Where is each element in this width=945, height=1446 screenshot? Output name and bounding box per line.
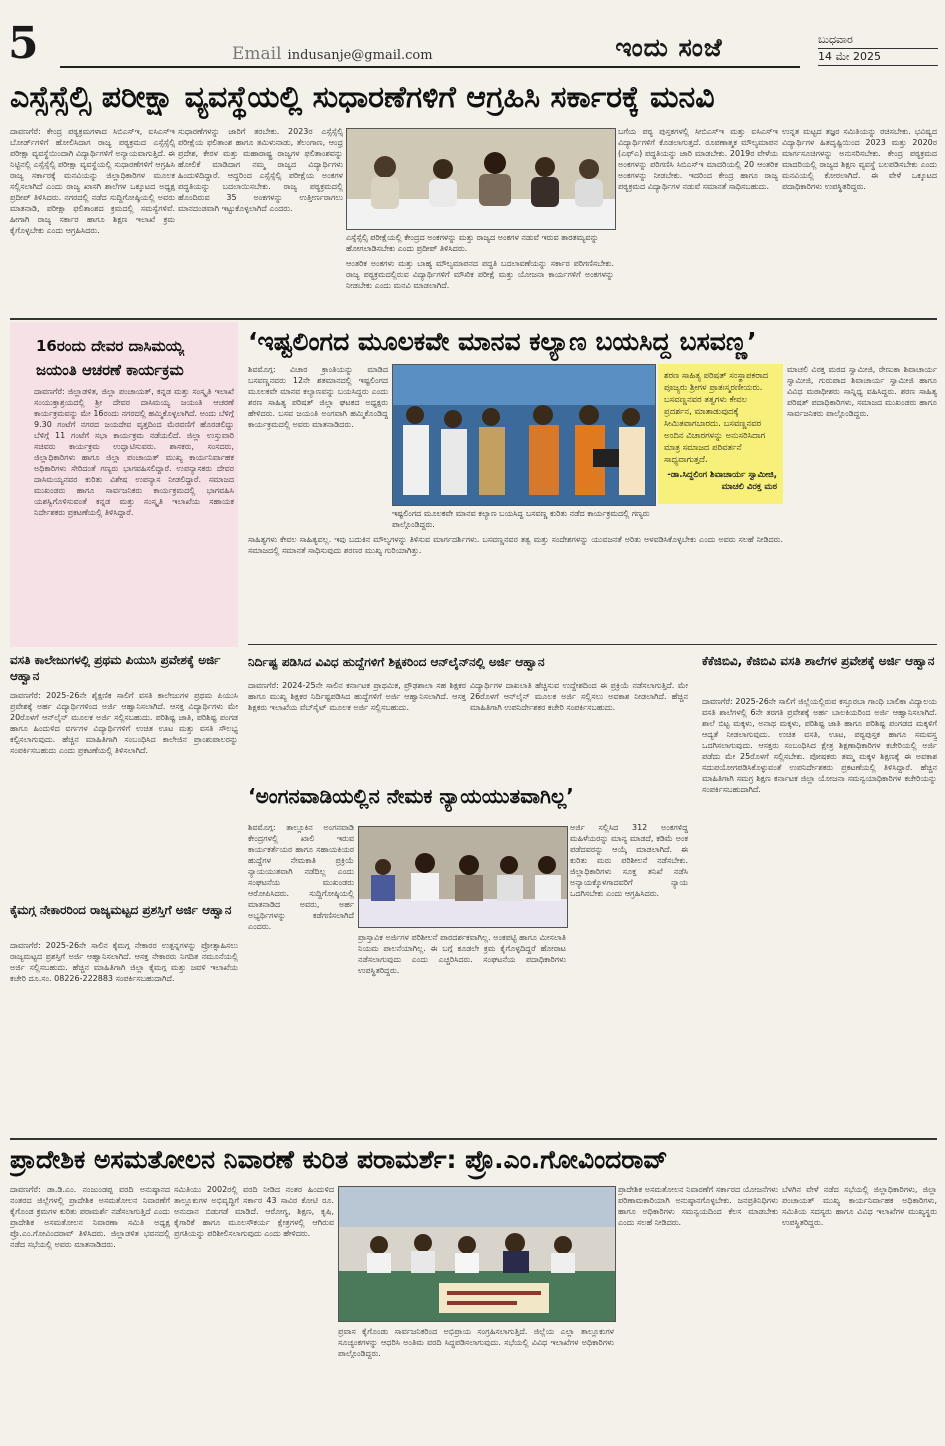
story1-headline: ಎಸ್ಸೆಸ್ಸೆಲ್ಸಿ ಪರೀಕ್ಷಾ ವ್ಯವಸ್ಥೆಯಲ್ಲಿ ಸುಧಾರಣೆಗಳಿಗೆ ಆಗ್ರಹಿಸಿ ಸರ್ಕಾರಕ್ಕೆ ಮನವಿ	[10, 80, 715, 115]
story1-col4: ಬಗೆಯ ಪಠ್ಯ ಪುಸ್ತಕಗಳಲ್ಲಿ ಸೀಬಿಎಸ್‍ಇ ಮತ್ತು ಐಸಿಎಸ್‍ಇ ವಿದ್ಯಾರ್ಥಿಗಳಿಗೆ ಕೊಡಲಾಗುತ್ತದೆ. ರೂಪಣಾತ್ಮಕ ಮೌಲ್ಯಮಾಪನ (ಎಫ್‍ಎ) ಪದ್ಧತಿಯನ್ನು ಜಾರಿ ಮಾಡಬೇಕು. 2019ರ ವೇಳೆಯ ಅಂಕಗಳನ್ನು ಪರಿಗಣಿಸಿ ಸಿಬಿಎಸ್‍ಇ ಮಾದರಿಯಲ್ಲಿ 20 ಆಂತರಿಕ ಅಂಕಗಳನ್ನು ನೀಡಬೇಕು. ಇದರಿಂದ ಕೇಂದ್ರ ಹಾಗೂ ರಾಜ್ಯ ಪಠ್ಯಕ್ರಮದ ವಿದ್ಯಾರ್ಥಿಗಳ ನಡುವೆ ಸಮಾನತೆ ಸಾಧಿಸಬಹುದು.	[618, 127, 778, 191]
story6-headline: ನಿರ್ದಿಷ್ಟ ಪಡಿಸಿದ ವಿವಿಧ ಹುದ್ದೆಗಳಿಗೆ ಶಿಕ್ಷಕರಿಂದ ಆನ್‍ಲೈನ್‍ನಲ್ಲಿ ಅರ್ಜಿ ಆಹ್ವಾನ	[248, 655, 545, 669]
date-block	[818, 32, 938, 66]
story7-body: ದಾವಣಗೆರೆ: 2025-26ನೇ ಸಾಲಿಗೆ ಜಿಲ್ಲೆಯಲ್ಲಿರುವ ಕಸ್ತೂರಬಾ ಗಾಂಧಿ ಬಾಲಿಕಾ ವಿದ್ಯಾಲಯ ವಸತಿ ಶಾಲೆಗಳಲ್ಲಿ 6ನೇ ತರಗತಿ ಪ್ರವೇಶಕ್ಕೆ ಅರ್ಹ ಬಾಲಕಿಯರಿಂದ ಅರ್ಜಿ ಆಹ್ವಾನಿಸಲಾಗಿದೆ. ಶಾಲೆ ಬಿಟ್ಟ ಮಕ್ಕಳು, ಅನಾಥ ಮಕ್ಕಳು, ಪರಿಶಿಷ್ಟ ಜಾತಿ ಹಾಗೂ ಪರಿಶಿಷ್ಟ ಪಂಗಡದ ಮಕ್ಕಳಿಗೆ ಆದ್ಯತೆ ನೀಡಲಾಗುವುದು. ಉಚಿತ ವಸತಿ, ಊಟ, ಪಠ್ಯಪುಸ್ತಕ ಹಾಗೂ ಸಮವಸ್ತ್ರ ಒದಗಿಸಲಾಗುವುದು. ಆಸಕ್ತರು ಸಂಬಂಧಿಸಿದ ಕ್ಷೇತ್ರ ಶಿಕ್ಷಣಾಧಿಕಾರಿಗಳ ಕಚೇರಿಯಲ್ಲಿ ಅರ್ಜಿ ಪಡೆದು ಮೇ 25ರೊಳಗೆ ಸಲ್ಲಿಸಬೇಕು. ಪೋಷಕರು ತಮ್ಮ ಮಕ್ಕಳ ಶಿಕ್ಷಣಕ್ಕೆ ಈ ಅವಕಾಶ ಸದುಪಯೋಗಪಡಿಸಿಕೊಳ್ಳುವಂತೆ ಉಪನಿರ್ದೇಶಕರು ಪ್ರಕಟಣೆಯಲ್ಲಿ ತಿಳಿಸಿದ್ದಾರೆ. ಹೆಚ್ಚಿನ ಮಾಹಿತಿಗಾಗಿ ಸಮಗ್ರ ಶಿಕ್ಷಣ ಕರ್ನಾಟಕ ಜಿಲ್ಲಾ ಯೋಜನಾ ಸಮನ್ವಯಾಧಿಕಾರಿಗಳ ಕಚೇರಿಯನ್ನು ಸಂಪರ್ಕಿಸಬಹುದಾಗಿದೆ.	[702, 697, 937, 794]
story1-photo	[346, 128, 616, 230]
story3-quote-box	[658, 364, 783, 504]
story8-col1: ಶಿವಮೊಗ್ಗ: ತಾಲ್ಲೂಕಿನ ಅಂಗನವಾಡಿ ಕೇಂದ್ರಗಳಲ್ಲಿ ಖಾಲಿ ಇರುವ ಕಾರ್ಯಕರ್ತೆಯರ ಹಾಗೂ ಸಹಾಯಕಿಯರ ಹುದ್ದೆಗಳ ನೇಮಕಾತಿ ಪ್ರಕ್ರಿಯೆ ನ್ಯಾಯಯುತವಾಗಿ ನಡೆದಿಲ್ಲ ಎಂದು ಸಂಘಟನೆಯ ಮುಖಂಡರು ಆರೋಪಿಸಿದರು. ಸುದ್ದಿಗೋಷ್ಠಿಯಲ್ಲಿ ಮಾತನಾಡಿದ ಅವರು, ಅರ್ಹ ಅಭ್ಯರ್ಥಿಗಳನ್ನು ಕಡೆಗಣಿಸಲಾಗಿದೆ ಎಂದರು.	[248, 823, 354, 931]
basava-event-photo	[393, 365, 655, 505]
story1-col3: ಆಂತರಿಕ ಅಂಕಗಳು ಮತ್ತು ಬಾಹ್ಯ ಮೌಲ್ಯಮಾಪನದ ಪದ್ಧತಿ ಬದಲಾವಣೆಯನ್ನು ಸರ್ಕಾರ ಪರಿಗಣಿಸಬೇಕು. ರಾಜ್ಯ ಪಠ್ಯಕ್ರಮದಲ್ಲಿರುವ ವಿದ್ಯಾರ್ಥಿಗಳಿಗೆ ಮೌಖಿಕ ಪರೀಕ್ಷೆ ಮತ್ತು ಯೋಜನಾ ಕಾರ್ಯಗಳಿಗೆ ಅಂಕಗಳನ್ನು ನೀಡಬೇಕು ಎಂದು ಮನವಿ ಮಾಡಲಾಗಿದೆ.	[346, 259, 614, 290]
issue-date: 14 ಮೇ 2025	[818, 49, 938, 66]
issue-day: ಬುಧವಾರ	[818, 32, 938, 49]
story7-title: ಕೆಕೆಜಿಬಿವಿ, ಕೆಜಿಬಿವಿ ವಸತಿ ಶಾಲೆಗಳ ಪ್ರವೇಶಕ್ಕೆ ಅರ್ಜಿ ಆಹ್ವಾನ	[702, 654, 935, 668]
story9-col3: ಪ್ರವಾಸ ಕೈಗೊಂಡು ಸಾರ್ವಜನಿಕರಿಂದ ಅಭಿಪ್ರಾಯ ಸಂಗ್ರಹಿಸಲಾಗುತ್ತಿದೆ. ಜಿಲ್ಲೆಯ ಎಲ್ಲಾ ತಾಲ್ಲೂಕುಗಳ ಸೂಚ್ಯಂಕಗಳನ್ನು ಆಧರಿಸಿ ಅಂತಿಮ ವರದಿ ಸಿದ್ಧಪಡಿಸಲಾಗುವುದು. ಸಭೆಯಲ್ಲಿ ವಿವಿಧ ಇಲಾಖೆಗಳ ಅಧಿಕಾರಿಗಳು ಪಾಲ್ಗೊಂಡಿದ್ದರು.	[338, 1327, 614, 1358]
story4-body: ದಾವಣಗೆರೆ: 2025-26ನೇ ಶೈಕ್ಷಣಿಕ ಸಾಲಿಗೆ ವಸತಿ ಕಾಲೇಜುಗಳ ಪ್ರಥಮ ಪಿಯುಸಿ ಪ್ರವೇಶಕ್ಕೆ ಅರ್ಹ ವಿದ್ಯಾರ್ಥಿಗಳಿಂದ ಅರ್ಜಿ ಆಹ್ವಾನಿಸಲಾಗಿದೆ. ಆಸಕ್ತ ವಿದ್ಯಾರ್ಥಿಗಳು ಮೇ 20ರೊಳಗೆ ಆನ್‍ಲೈನ್ ಮೂಲಕ ಅರ್ಜಿ ಸಲ್ಲಿಸಬಹುದು. ಪರಿಶಿಷ್ಟ ಜಾತಿ, ಪರಿಶಿಷ್ಟ ಪಂಗಡ ಹಾಗೂ ಹಿಂದುಳಿದ ವರ್ಗಗಳ ವಿದ್ಯಾರ್ಥಿಗಳಿಗೆ ಉಚಿತ ಊಟ ಮತ್ತು ವಸತಿ ಸೌಲಭ್ಯ ಕಲ್ಪಿಸಲಾಗುವುದು. ಹೆಚ್ಚಿನ ಮಾಹಿತಿಗಾಗಿ ಸಂಬಂಧಿಸಿದ ಕಾಲೇಜಿನ ಪ್ರಾಂಶುಪಾಲರನ್ನು ಸಂಪರ್ಕಿಸಬಹುದು ಎಂದು ಪ್ರಕಟಣೆಯಲ್ಲಿ ತಿಳಿಸಲಾಗಿದೆ.	[10, 691, 238, 755]
masthead-logo	[536, 28, 802, 68]
story9-col2: ಸಮಿತಿಯು 2002ರಲ್ಲಿ ವರದಿ ನೀಡಿದ ನಂತರ ಹಿಂದುಳಿದ ತಾಲ್ಲೂಕುಗಳ ಅಭಿವೃದ್ಧಿಗೆ ಸರ್ಕಾರ 43 ಸಾವಿರ ಕೋಟಿ ರೂ. ಅನುದಾನ ಬಿಡುಗಡೆ ಮಾಡಿದೆ. ಆರೋಗ್ಯ, ಶಿಕ್ಷಣ, ಕೃಷಿ, ಕೈಗಾರಿಕೆ ಹಾಗೂ ಮೂಲಸೌಕರ್ಯ ಕ್ಷೇತ್ರಗಳಲ್ಲಿ ಆಗಿರುವ ಪ್ರಗತಿಯನ್ನು ಪರಿಶೀಲಿಸಲಾಗುವುದು ಎಂದು ಹೇಳಿದರು.	[174, 1185, 334, 1238]
story1-col5: ಉನ್ನತ ಮಟ್ಟದ ತಜ್ಞರ ಸಮಿತಿಯನ್ನು ರಚಿಸಬೇಕು. ಭವಿಷ್ಯದ ವಿದ್ಯಾರ್ಥಿಗಳ ಹಿತದೃಷ್ಟಿಯಿಂದ 2023 ಮತ್ತು 2020ರ ಮಾರ್ಗಸೂಚಿಗಳನ್ನು ಅನುಸರಿಸಬೇಕು. ಕೇಂದ್ರ ಪಠ್ಯಕ್ರಮದ ಮಾದರಿಯಲ್ಲಿ ರಾಜ್ಯದ ಶಿಕ್ಷಣ ವ್ಯವಸ್ಥೆ ಬಲಪಡಿಸಬೇಕು ಎಂದು ಮನವಿಯಲ್ಲಿ ಕೋರಲಾಗಿದೆ. ಈ ವೇಳೆ ಒಕ್ಕೂಟದ ಪದಾಧಿಕಾರಿಗಳು ಉಪಸ್ಥಿತರಿದ್ದರು.	[782, 127, 937, 191]
review-meeting-photo	[339, 1187, 615, 1321]
story2-title-line1: 16ರಂದು ದೇವರ ದಾಸಿಮಯ್ಯ	[36, 337, 184, 355]
story8-col3: ಪ್ರಾಸ್ತಾವಿಕ ಅರ್ಜಿಗಳ ಪರಿಶೀಲನೆ ಪಾರದರ್ಶಕವಾಗಿಲ್ಲ. ಅಂಕಪಟ್ಟಿ ಹಾಗೂ ಮೀಸಲಾತಿ ನಿಯಮ ಪಾಲನೆಯಾಗಿಲ್ಲ. ಈ ಬಗ್ಗೆ ಕೂಡಲೇ ಕ್ರಮ ಕೈಗೊಳ್ಳದಿದ್ದರೆ ಹೋರಾಟ ನಡೆಸಲಾಗುವುದು ಎಂದು ಎಚ್ಚರಿಸಿದರು. ಸಂಘಟನೆಯ ಪದಾಧಿಕಾರಿಗಳು ಉಪಸ್ಥಿತರಿದ್ದರು.	[358, 933, 566, 975]
anganwadi-press-photo	[359, 827, 567, 927]
email-label: Email	[232, 44, 282, 64]
story1-col1: ದಾವಣಗೆರೆ: ಕೇಂದ್ರ ಪಠ್ಯಕ್ರಮಗಳಾದ ಸಿಬಿಎಸ್‍ಇ, ಐಸಿಎಸ್‍ಇ ಬೋರ್ಡ್‍ಗಳಿಗೆ ಹೋಲಿಸಿದಾಗ ರಾಜ್ಯ ಪಠ್ಯಕ್ರಮದ ಎಸ್ಸೆಸ್ಸೆಲ್ಸಿ ಪರೀಕ್ಷಾ ವ್ಯವಸ್ಥೆಯಿಂದಾಗಿ ವಿದ್ಯಾರ್ಥಿಗಳಿಗೆ ಅನ್ಯಾಯವಾಗುತ್ತಿದೆ. ಈ ನಿಟ್ಟಿನಲ್ಲಿ ಎಸ್ಸೆಸ್ಸೆಲ್ಸಿ ಪರೀಕ್ಷಾ ವ್ಯವಸ್ಥೆಯಲ್ಲಿ ಸುಧಾರಣೆಗಳಿಗೆ ಆಗ್ರಹಿಸಿ ರಾಜ್ಯ ಸರ್ಕಾರಕ್ಕೆ ಮನವಿಯನ್ನು ಜಿಲ್ಲಾಧಿಕಾರಿಗಳ ಮೂಲಕ ಸಲ್ಲಿಸಲಾಗಿದೆ ಎಂದು ರಾಜ್ಯ ಖಾಸಗಿ ಶಾಲೆಗಳ ಒಕ್ಕೂಟದ ಅಧ್ಯಕ್ಷ ಪ್ರದೀಪ್ ತಿಳಿಸಿದರು. ನಗರದಲ್ಲಿ ನಡೆದ ಸುದ್ದಿಗೋಷ್ಠಿಯಲ್ಲಿ ಅವರು ಮಾತನಾಡಿ, ಪರೀಕ್ಷಾ ಫಲಿತಾಂಶದ ಕ್ರಮದಲ್ಲಿ ಸಮಸ್ಯೆಗಳಿವೆ. ಹೀಗಾಗಿ ರಾಜ್ಯ ಸರ್ಕಾರ ಹಾಗೂ ಶಿಕ್ಷಣ ಇಲಾಖೆ ಕ್ರಮ ಕೈಗೊಳ್ಳಬೇಕು ಎಂದು ಆಗ್ರಹಿಸಿದರು.	[10, 127, 175, 235]
story3-col3: ಮಾಚಲಿ ವಿರಕ್ತ ಮಠದ ಸ್ವಾಮೀಜಿ, ರೇಣುಕಾ ಶಿವಾಚಾರ್ಯ ಸ್ವಾಮೀಜಿ, ಗುರುಪಾದ ಶಿವಾಚಾರ್ಯ ಸ್ವಾಮೀಜಿ ಹಾಗೂ ವಿವಿಧ ಮಠಾಧೀಶರು ಸಾನ್ನಿಧ್ಯ ವಹಿಸಿದ್ದರು. ಶರಣ ಸಾಹಿತ್ಯ ಪರಿಷತ್ ಪದಾಧಿಕಾರಿಗಳು, ಸಮಾಜದ ಮುಖಂಡರು ಹಾಗೂ ಸಾರ್ವಜನಿಕರು ಪಾಲ್ಗೊಂಡಿದ್ದರು.	[787, 365, 937, 418]
masthead-text: ಇಂದು ಸಂಜೆ	[615, 33, 723, 62]
divider-1	[10, 318, 937, 320]
story6-col1: ದಾವಣಗೆರೆ: 2024-25ನೇ ಸಾಲಿನ ಕರ್ನಾಟಕ ಪ್ರಾಥಮಿಕ, ಪ್ರೌಢಶಾಲಾ ಸಹ ಶಿಕ್ಷಕರ ಹಾಗೂ ಮುಖ್ಯ ಶಿಕ್ಷಕರ ನಿರ್ದಿಷ್ಟಪಡಿಸಿದ ಹುದ್ದೆಗಳಿಗೆ ಅರ್ಜಿ ಆಹ್ವಾನಿಸಲಾಗಿದೆ. ಆಸಕ್ತ ಶಿಕ್ಷಕರು ಇಲಾಖೆಯ ವೆಬ್‍ಸೈಟ್ ಮೂಲಕ ಅರ್ಜಿ ಸಲ್ಲಿಸಬಹುದು.	[248, 681, 466, 712]
story9-col4: ಪ್ರಾದೇಶಿಕ ಅಸಮತೋಲನ ನಿವಾರಣೆಗೆ ಸರ್ಕಾರದ ಯೋಜನೆಗಳು ಪರಿಣಾಮಕಾರಿಯಾಗಿ ಅನುಷ್ಠಾನಗೊಳ್ಳಬೇಕು. ಜನಪ್ರತಿನಿಧಿಗಳು ಹಾಗೂ ಅಧಿಕಾರಿಗಳು ಸಮನ್ವಯದಿಂದ ಕೆಲಸ ಮಾಡಬೇಕು ಎಂದು ಸಲಹೆ ನೀಡಿದರು.	[618, 1185, 778, 1227]
story2-title-line2: ಜಯಂತಿ ಆಚರಣೆ ಕಾರ್ಯಕ್ರಮ	[36, 361, 184, 379]
story3-headline: ‘ಇಷ್ಟಲಿಂಗದ ಮೂಲಕವೇ ಮಾನವ ಕಲ್ಯಾಣ ಬಯಸಿದ್ದ ಬಸವಣ್ಣ’	[248, 327, 757, 356]
story9-headline: ಪ್ರಾದೇಶಿಕ ಅಸಮತೋಲನ ನಿವಾರಣೆ ಕುರಿತ ಪರಾಮರ್ಶೆ: ಪ್ರೊ.ಎಂ.ಗೋವಿಂದರಾವ್	[10, 1145, 668, 1174]
story8-col2: ಅರ್ಜಿ ಸಲ್ಲಿಸಿದ 312 ಅಂಕಗಳಿದ್ದ ಮಹಿಳೆಯರನ್ನು ಮಾನ್ಯ ಮಾಡದೆ, ಕಡಿಮೆ ಅಂಕ ಪಡೆದವರನ್ನು ಆಯ್ಕೆ ಮಾಡಲಾಗಿದೆ. ಈ ಕುರಿತು ಮರು ಪರಿಶೀಲನೆ ನಡೆಸಬೇಕು. ಜಿಲ್ಲಾಧಿಕಾರಿಗಳು ಸೂಕ್ತ ತನಿಖೆ ನಡೆಸಿ ಅನ್ಯಾಯಕ್ಕೊಳಗಾದವರಿಗೆ ನ್ಯಾಯ ಒದಗಿಸಬೇಕು ಎಂದು ಆಗ್ರಹಿಸಿದರು.	[570, 823, 688, 898]
email-address[interactable]: indusanje@gmail.com	[287, 48, 433, 63]
email-contact	[232, 44, 433, 64]
story9-col5: ಬೆಳಗಿನ ವೇಳೆ ನಡೆದ ಸಭೆಯಲ್ಲಿ ಜಿಲ್ಲಾಧಿಕಾರಿಗಳು, ಜಿಲ್ಲಾ ಪಂಚಾಯತ್ ಮುಖ್ಯ ಕಾರ್ಯನಿರ್ವಾಹಕ ಅಧಿಕಾರಿಗಳು, ಸಮಿತಿಯ ಸದಸ್ಯರು ಹಾಗೂ ವಿವಿಧ ಇಲಾಖೆಗಳ ಮುಖ್ಯಸ್ಥರು ಉಪಸ್ಥಿತರಿದ್ದರು.	[782, 1185, 937, 1227]
story3-photo-caption: ಇಷ್ಟಲಿಂಗದ ಮೂಲಕವೇ ಮಾನವ ಕಲ್ಯಾಣ ಬಯಸಿದ್ದ ಬಸವಣ್ಣ ಕುರಿತು ನಡೆದ ಕಾರ್ಯಕ್ರಮದಲ್ಲಿ ಗಣ್ಯರು ಪಾಲ್ಗೊಂಡಿದ್ದರು.	[392, 509, 650, 529]
story4-title: ವಸತಿ ಕಾಲೇಜುಗಳಲ್ಲಿ ಪ್ರಥಮ ಪಿಯುಸಿ ಪ್ರವೇಶಕ್ಕೆ ಅರ್ಜಿ ಆಹ್ವಾನ	[10, 653, 221, 683]
story1-photo-caption: ಎಸ್ಸೆಸ್ಸೆಲ್ಸಿ ಪರೀಕ್ಷೆಯಲ್ಲಿ ಕೇಂದ್ರದ ಅಂಕಗಳನ್ನು ಮತ್ತು ರಾಜ್ಯದ ಅಂಕಗಳ ನಡುವೆ ಇರುವ ತಾರತಮ್ಯವನ್ನು ಹೋಗಲಾಡಿಸಬೇಕು ಎಂದು ಪ್ರದೀಪ್ ತಿಳಿಸಿದರು.	[346, 233, 599, 253]
story6-col2: ವಿದ್ಯಾರ್ಥಿಗಳ ದಾಖಲಾತಿ ಹೆಚ್ಚಿಸುವ ಉದ್ದೇಶದಿಂದ ಈ ಪ್ರಕ್ರಿಯೆ ನಡೆಸಲಾಗುತ್ತಿದೆ. ಮೇ 26ರೊಳಗೆ ಆನ್‍ಲೈನ್ ಮೂಲಕ ಅರ್ಜಿ ಸಲ್ಲಿಸಲು ಅವಕಾಶ ನೀಡಲಾಗಿದೆ. ಹೆಚ್ಚಿನ ಮಾಹಿತಿಗಾಗಿ ಉಪನಿರ್ದೇಶಕರ ಕಚೇರಿ ಸಂಪರ್ಕಿಸಬಹುದು.	[470, 681, 688, 712]
story8-photo	[358, 826, 568, 928]
page-number: 5	[8, 18, 39, 69]
story3-col2: ಸಾಹಿತ್ಯಗಳು ಕೇವಲ ಸಾಹಿತ್ಯವಲ್ಲ. ಇವು ಬದುಕಿನ ಮೌಲ್ಯಗಳನ್ನು ತಿಳಿಸುವ ಮಾರ್ಗದರ್ಶಿಗಳು. ಬಸವಣ್ಣನವರ ತತ್ವ ಮತ್ತು ಸಂದೇಶಗಳನ್ನು ಯುವಜನತೆ ಅರಿತು ಅಳವಡಿಸಿಕೊಳ್ಳಬೇಕು ಎಂದು ಅವರು ಸಲಹೆ ನೀಡಿದರು. ಸಮಾಜದಲ್ಲಿ ಸಮಾನತೆ ಸಾಧಿಸುವುದು ಶರಣರ ಮುಖ್ಯ ಗುರಿಯಾಗಿತ್ತು.	[248, 535, 783, 555]
divider-2	[248, 644, 937, 645]
story1-col2: ಸುಧಾರಣೆಗಳನ್ನು ಜಾರಿಗೆ ತರಬೇಕು. 2023ರ ಎಸ್ಸೆಸ್ಸೆಲ್ಸಿ ಪರೀಕ್ಷೆಯ ಫಲಿತಾಂಶ ಹಾಗೂ ತಮಿಳುನಾಡು, ತೆಲಂಗಾಣ, ಆಂಧ್ರ ಪ್ರದೇಶ, ಕೇರಳ ಮತ್ತು ಮಹಾರಾಷ್ಟ್ರ ರಾಜ್ಯಗಳ ಫಲಿತಾಂಶವನ್ನು ಹೋಲಿಕೆ ಮಾಡಿದಾಗ ನಮ್ಮ ರಾಜ್ಯದ ವಿದ್ಯಾರ್ಥಿಗಳು ಹಿಂದುಳಿದಿದ್ದಾರೆ. ಆದ್ದರಿಂದ ಎಸ್ಸೆಸ್ಸೆಲ್ಸಿ ಪರೀಕ್ಷೆಯ ಅಂಕಗಳ ಪದ್ಧತಿಯನ್ನು ಬದಲಾಯಿಸಬೇಕು. ರಾಜ್ಯ ಪಠ್ಯಕ್ರಮದಲ್ಲಿ ಹೊಂದಿರುವ 35 ಅಂಕಗಳನ್ನು ಉತ್ತೀರ್ಣರಾಗಲು ಮಾನದಂಡವಾಗಿ ಇಟ್ಟುಕೊಳ್ಳಲಾಗಿದೆ ಎಂದರು.	[178, 127, 343, 213]
story9-col1: ದಾವಣಗೆರೆ: ಡಾ.ಡಿ.ಎಂ. ನಂಜುಂಡಪ್ಪ ವರದಿ ಅನುಷ್ಠಾನದ ನಂತರದ ಜಿಲ್ಲೆಗಳಲ್ಲಿ ಪ್ರಾದೇಶಿಕ ಅಸಮತೋಲನ ನಿವಾರಣೆಗೆ ಕೈಗೊಂಡ ಕ್ರಮಗಳ ಕುರಿತು ಪರಾಮರ್ಶೆ ನಡೆಸಲಾಗುತ್ತಿದೆ ಎಂದು ಪ್ರಾದೇಶಿಕ ಅಸಮತೋಲನ ನಿವಾರಣಾ ಸಮಿತಿ ಅಧ್ಯಕ್ಷ ಪ್ರೊ.ಎಂ.ಗೋವಿಂದರಾವ್ ತಿಳಿಸಿದರು. ಜಿಲ್ಲಾಡಳಿತ ಭವನದಲ್ಲಿ ನಡೆದ ಸಭೆಯಲ್ಲಿ ಅವರು ಮಾತನಾಡಿದರು.	[10, 1185, 170, 1249]
press-meet-photo	[347, 129, 615, 229]
story3-quote-text: ಶರಣ ಸಾಹಿತ್ಯ ಪರಿಷತ್ ಸಂಸ್ಥಾಪಕರಾದ ಪೂಜ್ಯರು ಶ್ರೀಗಳ ಪ್ರಾತಃಸ್ಮರಣೀಯರು. ಬಸವಣ್ಣನವರ ತತ್ವಗಳು ಕೇವಲ ಪ್ರದರ್ಶನ, ಮಾತಾಡುವುದಕ್ಕೆ ಸೀಮಿತವಾಗಬಾರದು. ಬಸವಣ್ಣನವರ ಅಂದಿನ ವಿಚಾರಗಳನ್ನು ಅನುಸರಿಸಿದಾಗ ಮಾತ್ರ ಸಮಾಜದ ಪರಿವರ್ತನೆ ಸಾಧ್ಯವಾಗುತ್ತದೆ.	[664, 371, 769, 465]
story5-body: ದಾವಣಗೆರೆ: 2025-26ನೇ ಸಾಲಿನ ಕೈಮಗ್ಗ ನೇಕಾರರ ಉತ್ಪನ್ನಗಳನ್ನು ಪ್ರೋತ್ಸಾಹಿಸಲು ರಾಜ್ಯಮಟ್ಟದ ಪ್ರಶಸ್ತಿಗೆ ಅರ್ಜಿ ಆಹ್ವಾನಿಸಲಾಗಿದೆ. ಆಸಕ್ತ ನೇಕಾರರು ನಿಗದಿತ ನಮೂನೆಯಲ್ಲಿ ಅರ್ಜಿ ಸಲ್ಲಿಸಬಹುದು. ಹೆಚ್ಚಿನ ಮಾಹಿತಿಗಾಗಿ ಜಿಲ್ಲಾ ಕೈಮಗ್ಗ ಮತ್ತು ಜವಳಿ ಇಲಾಖೆಯ ಕಚೇರಿ ದೂ.ಸಂ. 08226-222883 ಸಂಪರ್ಕಿಸಬಹುದಾಗಿದೆ.	[10, 941, 238, 983]
story8-headline: ‘ಅಂಗನವಾಡಿಯಲ್ಲಿನ ನೇಮಕ ನ್ಯಾಯಯುತವಾಗಿಲ್ಲ’	[248, 784, 574, 808]
story3-col1: ಶಿವಮೊಗ್ಗ: ವಿಚಾರ ಕ್ರಾಂತಿಯನ್ನು ಮಾಡಿದ ಬಸವಣ್ಣನವರು 12ನೇ ಶತಮಾನದಲ್ಲಿ ಇಷ್ಟಲಿಂಗದ ಮೂಲಕವೇ ಮಾನವ ಕಲ್ಯಾಣವನ್ನು ಬಯಸಿದ್ದರು ಎಂದು ಶರಣ ಸಾಹಿತ್ಯ ಪರಿಷತ್ ಜಿಲ್ಲಾ ಘಟಕದ ಅಧ್ಯಕ್ಷರು ಹೇಳಿದರು. ಬಸವ ಜಯಂತಿ ಅಂಗವಾಗಿ ಹಮ್ಮಿಕೊಂಡಿದ್ದ ಕಾರ್ಯಕ್ರಮದಲ್ಲಿ ಅವರು ಮಾತನಾಡಿದರು.	[248, 365, 388, 429]
story9-photo	[338, 1186, 616, 1322]
story5-title: ಕೈಮಗ್ಗ ನೇಕಾರರಿಂದ ರಾಜ್ಯಮಟ್ಟದ ಪ್ರಶಸ್ತಿಗೆ ಅರ್ಜಿ ಆಹ್ವಾನ	[10, 903, 232, 917]
story3-photo	[392, 364, 656, 506]
story2-body: ದಾವಣಗೆರೆ: ಜಿಲ್ಲಾಡಳಿತ, ಜಿಲ್ಲಾ ಪಂಚಾಯತ್, ಕನ್ನಡ ಮತ್ತು ಸಂಸ್ಕೃತಿ ಇಲಾಖೆ ಸಂಯುಕ್ತಾಶ್ರಯದಲ್ಲಿ ಶ್ರೀ ದೇವರ ದಾಸಿಮಯ್ಯ ಜಯಂತಿ ಆಚರಣೆ ಕಾರ್ಯಕ್ರಮವನ್ನು ಮೇ 16ರಂದು ನಗರದಲ್ಲಿ ಹಮ್ಮಿಕೊಳ್ಳಲಾಗಿದೆ. ಅಂದು ಬೆಳಿಗ್ಗೆ 9.30 ಗಂಟೆಗೆ ನಗರದ ಜಯದೇವ ವೃತ್ತದಿಂದ ಮೆರವಣಿಗೆ ಹೊರಡಲಿದ್ದು ಬೆಳಿಗ್ಗೆ 11 ಗಂಟೆಗೆ ಸಭಾ ಕಾರ್ಯಕ್ರಮ ನಡೆಯಲಿದೆ. ಜಿಲ್ಲಾ ಉಸ್ತುವಾರಿ ಸಚಿವರು ಕಾರ್ಯಕ್ರಮ ಉದ್ಘಾಟಿಸುವರು. ಶಾಸಕರು, ಸಂಸದರು, ಜಿಲ್ಲಾಧಿಕಾರಿಗಳು ಹಾಗೂ ಜಿಲ್ಲಾ ಪಂಚಾಯತ್ ಮುಖ್ಯ ಕಾರ್ಯನಿರ್ವಾಹಕ ಅಧಿಕಾರಿಗಳು ಸೇರಿದಂತೆ ಗಣ್ಯರು ಭಾಗವಹಿಸಲಿದ್ದಾರೆ. ಉಪನ್ಯಾಸಕರು ದೇವರ ದಾಸಿಮಯ್ಯನವರ ಕುರಿತು ವಿಶೇಷ ಉಪನ್ಯಾಸ ನೀಡಲಿದ್ದಾರೆ. ಸಮಾಜದ ಮುಖಂಡರು ಹಾಗೂ ಸಾರ್ವಜನಿಕರು ಕಾರ್ಯಕ್ರಮದಲ್ಲಿ ಭಾಗವಹಿಸಿ ಯಶಸ್ವಿಗೊಳಿಸುವಂತೆ ಕನ್ನಡ ಮತ್ತು ಸಂಸ್ಕೃತಿ ಇಲಾಖೆಯ ಸಹಾಯಕ ನಿರ್ದೇಶಕರು ಪ್ರಕಟಣೆಯಲ್ಲಿ ತಿಳಿಸಿದ್ದಾರೆ.	[34, 387, 234, 517]
story3-quote-author: -ಡಾ.ಸಿದ್ದಲಿಂಗ ಶಿವಾಚಾರ್ಯ ಸ್ವಾಮೀಜಿ, ಮಾಚಲಿ ವಿರಕ್ತ ಮಠ	[667, 470, 777, 492]
